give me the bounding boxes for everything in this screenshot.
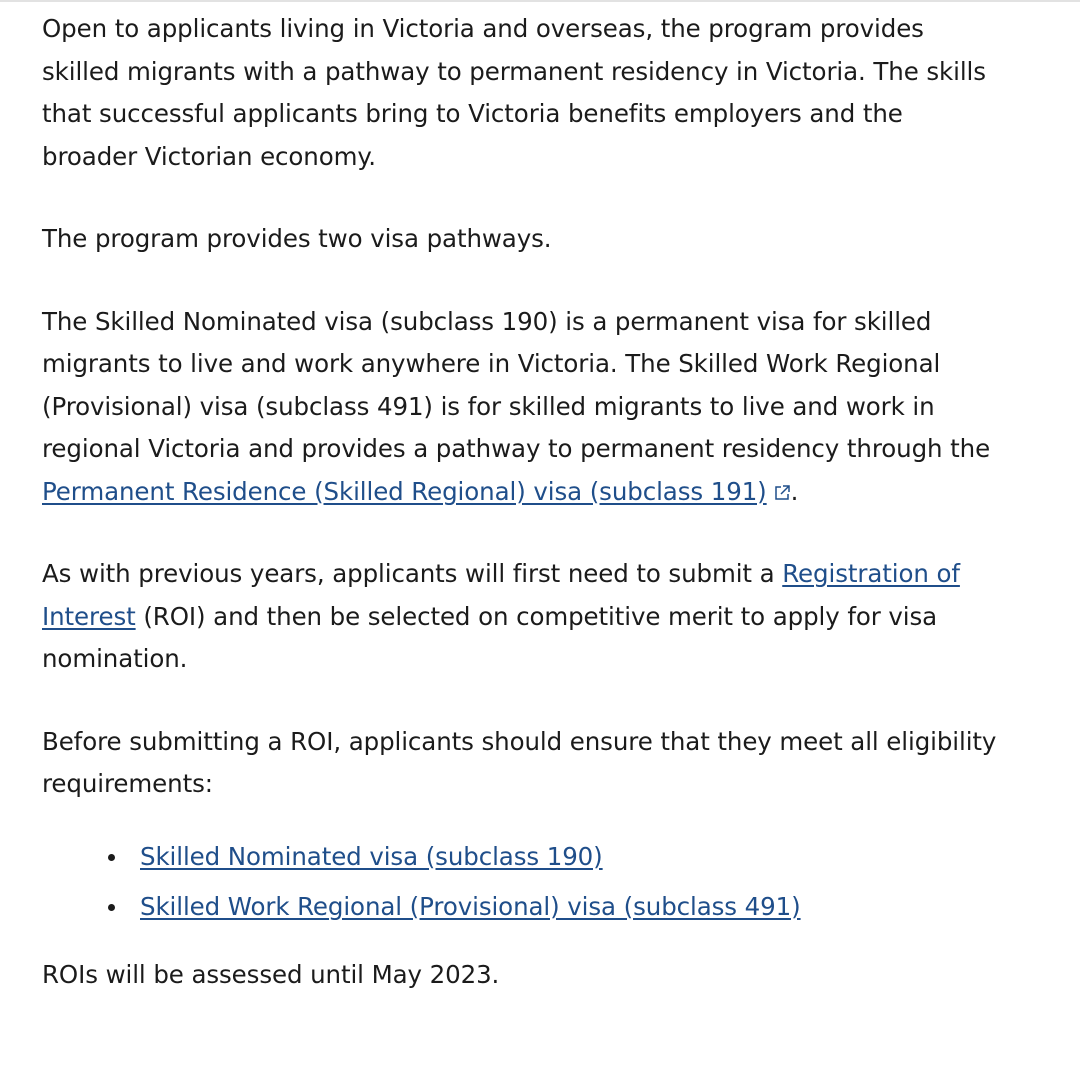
intro-paragraph: Open to applicants living in Victoria and overseas, the program provides skilled migrants with a pathway to permanent residency in Victoria. The skills that successful applicants bring to Victoria benefits employers and the broader Victorian economy.: [42, 14, 986, 171]
pathways-paragraph: The program provides two visa pathways.: [42, 224, 552, 253]
visa-detail-paragraph: [42, 301, 1002, 514]
roi-paragraph: [42, 553, 1002, 681]
eligibility-link-list: [42, 832, 1002, 932]
closing-paragraph: ROIs will be assessed until May 2023.: [42, 959, 500, 989]
subclass-191-link-label: Permanent Residence (Skilled Regional) visa (subclass 191): [42, 476, 767, 506]
subclass-491-link[interactable]: Skilled Work Regional (Provisional) visa (subclass 491): [140, 891, 801, 921]
article-body: [42, 8, 1002, 1036]
eligibility-paragraph: Before submitting a ROI, applicants should ensure that they meet all eligibility requirements:: [42, 726, 997, 798]
top-divider: [0, 0, 1080, 2]
list-item: [104, 832, 1002, 882]
external-link-icon: [773, 484, 791, 502]
visa-detail-text: The Skilled Nominated visa (subclass 190) is a permanent visa for skilled migrants to live and work anywhere in Victoria. The Skilled Work Regional (Provisional) visa (subclass 491) is for skilled migrants to live and work in regional Victoria and provides a pathway to permanent residency through the: [42, 306, 991, 463]
list-item: [104, 882, 1002, 932]
subclass-191-link[interactable]: [42, 477, 791, 506]
roi-text-end: (ROI) and then be selected on competitive merit to apply for visa nomination.: [42, 601, 938, 673]
subclass-190-link[interactable]: Skilled Nominated visa (subclass 190): [140, 841, 603, 871]
visa-detail-end: .: [790, 476, 799, 506]
registration-of-interest-link[interactable]: Registration of Interest: [42, 559, 960, 631]
roi-text-start: As with previous years, applicants will first need to submit a: [42, 559, 783, 588]
